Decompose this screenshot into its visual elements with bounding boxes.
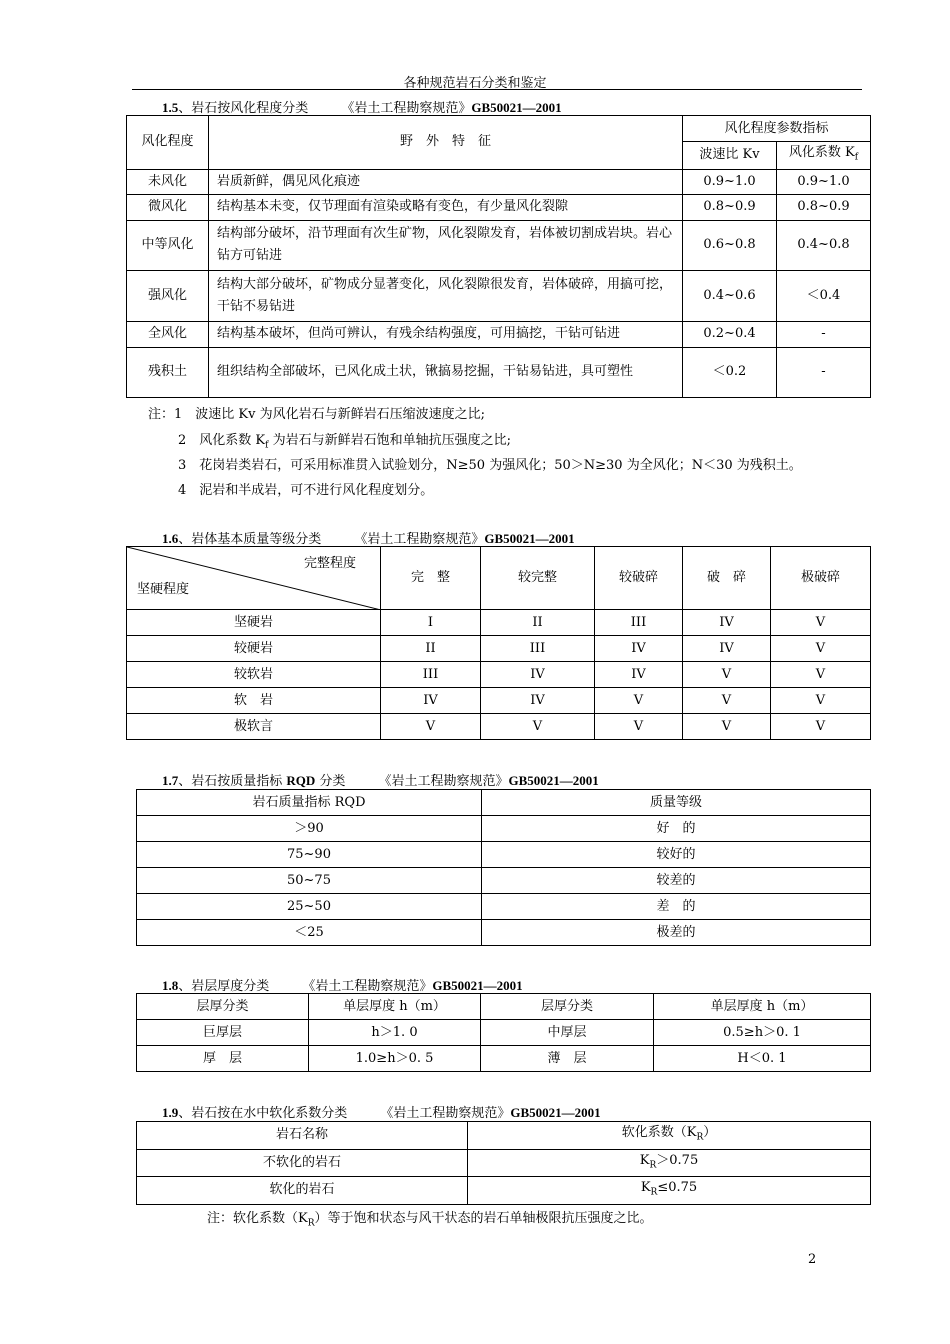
row-degree: 微风化 xyxy=(127,194,209,220)
row-kf: 0.8~0.9 xyxy=(777,194,871,220)
row-degree: 中等风化 xyxy=(127,220,209,270)
cell: IV xyxy=(381,688,481,714)
table-row xyxy=(137,920,871,946)
row-name: 较硬岩 xyxy=(127,636,381,662)
section-num: 1.5 xyxy=(162,100,179,115)
cell: V xyxy=(595,714,683,740)
cell: 25~50 xyxy=(137,894,482,920)
row-degree: 全风化 xyxy=(127,321,209,347)
cell: 厚 层 xyxy=(137,1046,309,1072)
col-header: 极破碎 xyxy=(771,547,871,610)
cell: 好 的 xyxy=(482,816,871,842)
row-kf: ＜0.4 xyxy=(777,270,871,321)
note-1: 注：1 波速比 Kv 为风化岩石与新鲜岩石压缩波速度之比; xyxy=(148,407,485,422)
ref-code: GB50021—2001 xyxy=(471,100,562,115)
col-header: 层厚分类 xyxy=(481,994,654,1020)
cell: 薄 层 xyxy=(481,1046,654,1072)
cell: 0.5≥h＞0. 1 xyxy=(654,1020,871,1046)
row-feature: 结构部分破坏，沿节理面有次生矿物，风化裂隙发育，岩体被切割成岩块。岩心钻方可钻进 xyxy=(209,220,683,270)
cell: H＜0. 1 xyxy=(654,1046,871,1072)
section-1-9-title xyxy=(162,1102,601,1121)
cell: V xyxy=(771,714,871,740)
section-num: 1.7 xyxy=(162,773,179,788)
section-title-tail: 分类 xyxy=(315,774,346,789)
row-name: 极软言 xyxy=(127,714,381,740)
cell: V xyxy=(381,714,481,740)
table-row xyxy=(137,1177,871,1205)
row-kv: 0.2~0.4 xyxy=(683,321,777,347)
table-row xyxy=(137,1149,871,1177)
row-name: 坚硬岩 xyxy=(127,610,381,636)
header-kf: 风化系数 $K_f$ xyxy=(777,142,871,170)
section-title-text: 、岩石按风化程度分类 xyxy=(178,101,309,116)
row-kf: - xyxy=(777,321,871,347)
page-header-title: 各种规范岩石分类和鉴定 xyxy=(403,76,547,91)
section-title-text: 、岩石按在水中软化系数分类 xyxy=(178,1106,348,1121)
cell: III xyxy=(595,610,683,636)
ref-code: GB50021—2001 xyxy=(508,773,599,788)
col-header: 单层厚度 h（m） xyxy=(654,994,871,1020)
row-kf: 0.4~0.8 xyxy=(777,220,871,270)
row-feature: 结构基本未变，仅节理面有渲染或略有变色，有少量风化裂隙 xyxy=(209,194,683,220)
cell: IV xyxy=(481,662,595,688)
row-feature: 结构大部分破坏，矿物成分显著变化，风化裂隙很发育，岩体破碎，用搞可挖，干钻不易钻进 xyxy=(209,270,683,321)
row-name: 软 岩 xyxy=(127,688,381,714)
row-feature: 结构基本破坏，但尚可辨认，有残余结构强度，可用搞挖，干钻可钻进 xyxy=(209,321,683,347)
ref-book: 《岩土工程勘察规范》 xyxy=(354,532,485,547)
cell: 中厚层 xyxy=(481,1020,654,1046)
cell: $K_R>0.75$ xyxy=(468,1149,871,1177)
weathering-table xyxy=(126,115,871,398)
row-feature: 岩质新鲜，偶见风化痕迹 xyxy=(209,169,683,194)
cell: IV xyxy=(595,662,683,688)
section-num: 1.9 xyxy=(162,1105,179,1120)
header-features: 野 外 特 征 xyxy=(209,116,683,170)
header-params: 风化程度参数指标 xyxy=(683,116,871,142)
cell: 极差的 xyxy=(482,920,871,946)
row-kv: ＜0.2 xyxy=(683,347,777,397)
cell: IV xyxy=(683,610,771,636)
cell: V xyxy=(771,662,871,688)
note-3: 3 花岗岩类岩石，可采用标准贯入试验划分，N≥50 为强风化；50＞N≥30 为全风化；N＜30 为残积土。 xyxy=(178,458,802,473)
header-rule xyxy=(132,89,862,90)
rqd-table xyxy=(136,789,871,946)
col-header: 破 碎 xyxy=(683,547,771,610)
cell: V xyxy=(771,636,871,662)
table-row xyxy=(137,842,871,868)
softening-note: 注：软化系数$(K_R)$等于饱和状态与风干状态的岩石单轴极限抗压强度之比。 xyxy=(207,1211,653,1229)
col-header: 单层厚度 h（m） xyxy=(309,994,481,1020)
header-degree: 风化程度 xyxy=(127,116,209,170)
section-title-text: 、岩石按质量指标 xyxy=(178,774,287,789)
row-degree: 未风化 xyxy=(127,169,209,194)
row-kv: 0.4~0.6 xyxy=(683,270,777,321)
table-row xyxy=(137,1046,871,1072)
section-1-8-title xyxy=(162,975,523,994)
table-row xyxy=(137,868,871,894)
cell: IV xyxy=(595,636,683,662)
cell: V xyxy=(481,714,595,740)
row-kf: 0.9~1.0 xyxy=(777,169,871,194)
layer-thickness-table xyxy=(136,993,871,1072)
ref-code: GB50021—2001 xyxy=(510,1105,601,1120)
cell: V xyxy=(683,662,771,688)
row-name: 较软岩 xyxy=(127,662,381,688)
table-row xyxy=(127,610,871,636)
row-kv: 0.8~0.9 xyxy=(683,194,777,220)
ref-book: 《岩土工程勘察规范》 xyxy=(302,979,433,994)
diagonal-header-cell xyxy=(127,547,381,610)
section-1-6-title xyxy=(162,528,575,547)
cell: V xyxy=(595,688,683,714)
cell: II xyxy=(381,636,481,662)
cell: III xyxy=(481,636,595,662)
cell: 1.0≥h＞0. 5 xyxy=(309,1046,481,1072)
ref-code: GB50021—2001 xyxy=(484,531,575,546)
row-degree: 强风化 xyxy=(127,270,209,321)
cell: V xyxy=(771,688,871,714)
cell: 不软化的岩石 xyxy=(137,1149,468,1177)
col-header: 质量等级 xyxy=(482,790,871,816)
cell: $K_R\le 0.75$ xyxy=(468,1177,871,1205)
cell: ＞90 xyxy=(137,816,482,842)
corner-label-top: 完整程度 xyxy=(303,556,356,571)
table-row xyxy=(137,894,871,920)
row-feature: 组织结构全部破坏，已风化成土状，锹搞易挖掘，干钻易钻进，具可塑性 xyxy=(209,347,683,397)
table-row xyxy=(127,662,871,688)
section-title-text: 、岩体基本质量等级分类 xyxy=(178,532,322,547)
section-1-7-title xyxy=(162,770,599,789)
col-header: 软化系数$(K_R)$ xyxy=(468,1122,871,1150)
table-row xyxy=(127,714,871,740)
cell: III xyxy=(381,662,481,688)
cell: 较好的 xyxy=(482,842,871,868)
section-num: 1.6 xyxy=(162,531,179,546)
table-row xyxy=(127,636,871,662)
table-row xyxy=(137,1020,871,1046)
note-2: 2 风化系数 $K_f$ 为岩石与新鲜岩石饱和单轴抗压强度之比; xyxy=(178,433,511,451)
cell: 较差的 xyxy=(482,868,871,894)
page-number: 2 xyxy=(808,1252,817,1267)
section-title-bold: RQD xyxy=(286,773,316,788)
cell: 75~90 xyxy=(137,842,482,868)
header-kv: 波速比 Kv xyxy=(683,142,777,170)
corner-label-bottom: 坚硬程度 xyxy=(137,582,190,597)
cell: II xyxy=(481,610,595,636)
col-header: 较破碎 xyxy=(595,547,683,610)
row-kv: 0.9~1.0 xyxy=(683,169,777,194)
section-num: 1.8 xyxy=(162,978,179,993)
cell: V xyxy=(683,688,771,714)
row-kf: - xyxy=(777,347,871,397)
cell: I xyxy=(381,610,481,636)
cell: 差 的 xyxy=(482,894,871,920)
row-kv: 0.6~0.8 xyxy=(683,220,777,270)
ref-book: 《岩土工程勘察规范》 xyxy=(341,101,472,116)
cell: V xyxy=(683,714,771,740)
cell: ＜25 xyxy=(137,920,482,946)
cell: 软化的岩石 xyxy=(137,1177,468,1205)
rock-mass-quality-table xyxy=(126,546,871,740)
col-header: 层厚分类 xyxy=(137,994,309,1020)
col-header: 岩石质量指标 RQD xyxy=(137,790,482,816)
col-header: 完 整 xyxy=(381,547,481,610)
table-row xyxy=(127,688,871,714)
cell: IV xyxy=(481,688,595,714)
ref-code: GB50021—2001 xyxy=(432,978,523,993)
softening-table xyxy=(136,1121,871,1205)
cell: IV xyxy=(683,636,771,662)
section-1-5-title xyxy=(162,97,562,116)
section-title-text: 、岩层厚度分类 xyxy=(178,979,270,994)
ref-book: 《岩土工程勘察规范》 xyxy=(378,774,509,789)
row-degree: 残积土 xyxy=(127,347,209,397)
table-row xyxy=(137,816,871,842)
col-header: 岩石名称 xyxy=(137,1122,468,1150)
cell: h＞1. 0 xyxy=(309,1020,481,1046)
ref-book: 《岩土工程勘察规范》 xyxy=(380,1106,511,1121)
col-header: 较完整 xyxy=(481,547,595,610)
cell: 50~75 xyxy=(137,868,482,894)
cell: 巨厚层 xyxy=(137,1020,309,1046)
cell: V xyxy=(771,610,871,636)
note-4: 4 泥岩和半成岩，可不进行风化程度划分。 xyxy=(178,483,434,498)
